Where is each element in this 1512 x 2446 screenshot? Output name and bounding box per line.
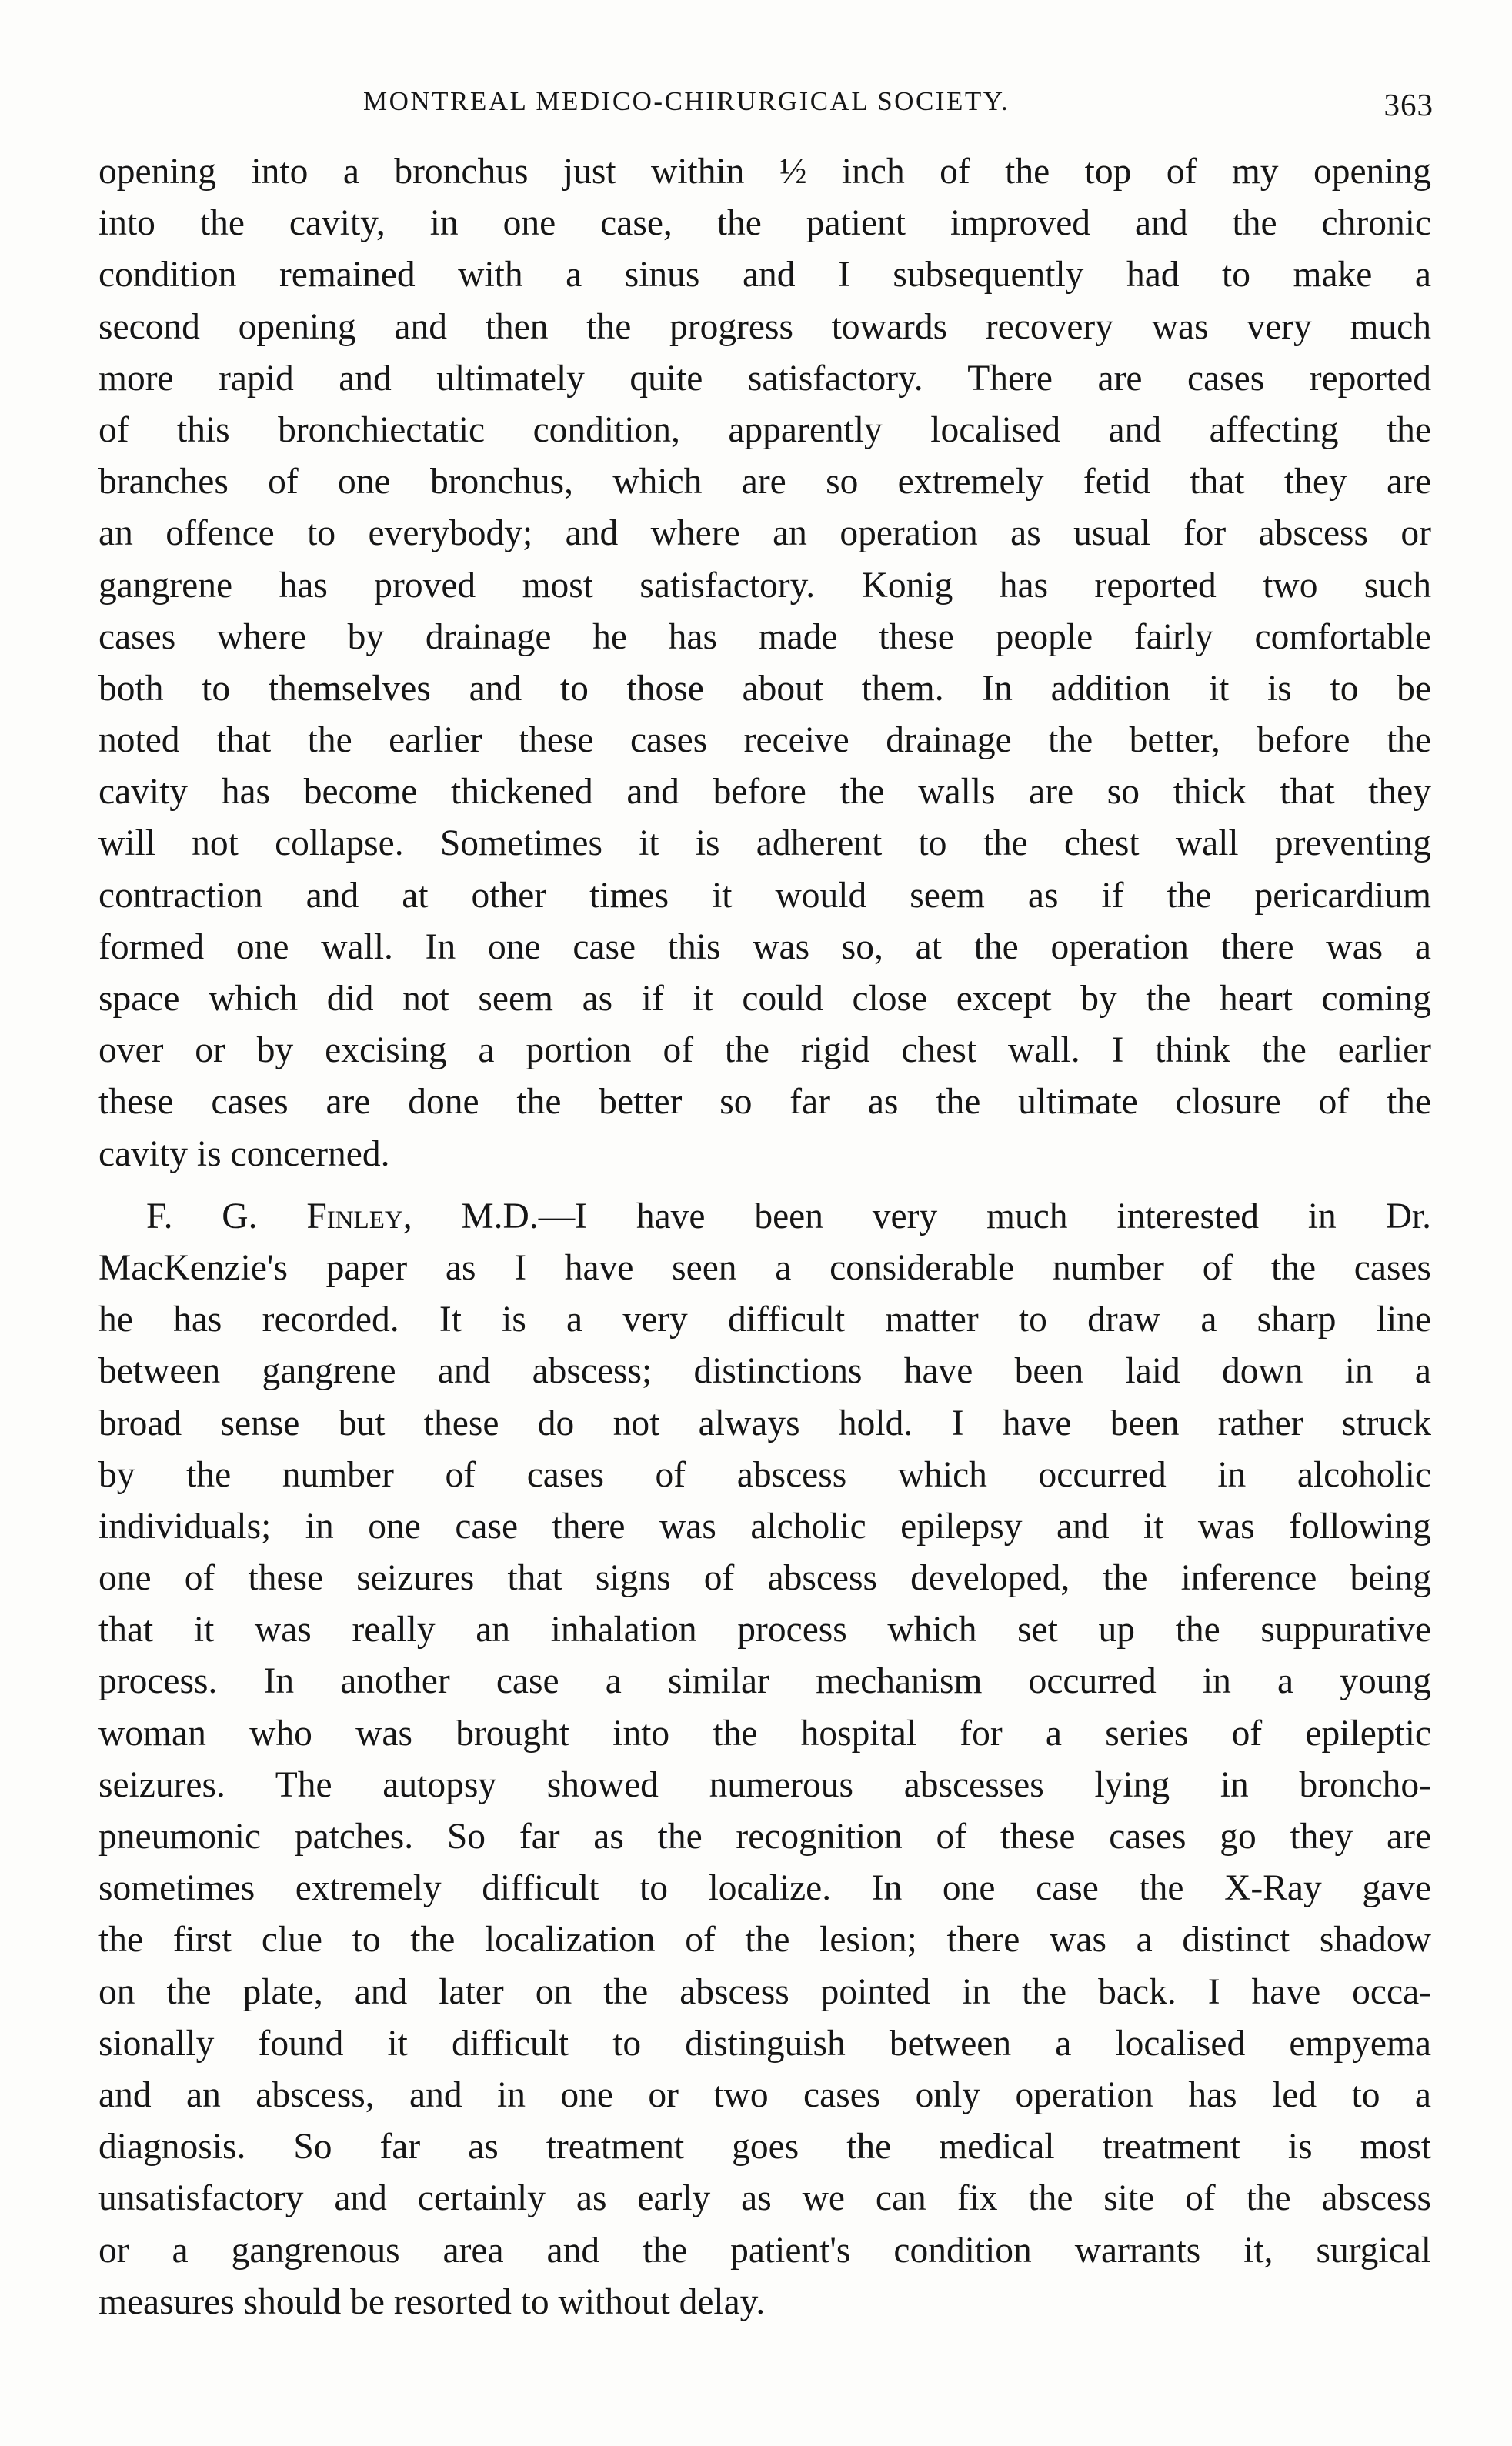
text-line: individuals; in one case there was alcholic epilepsy and it was following <box>98 1506 1431 1547</box>
text-line: broad sense but these do not always hold. I have been rather struck <box>98 1403 1431 1443</box>
body-text <box>98 146 1431 2328</box>
paragraph-continuation <box>98 146 1431 1180</box>
text-line: on the plate, and later on the abscess pointed in the back. I have occa- <box>98 1971 1431 2012</box>
paragraph-gap <box>98 1180 1431 1191</box>
text-line: formed one wall. In one case this was so, at the operation there was a <box>98 926 1431 967</box>
text-line: noted that the earlier these cases receive drainage the better, before the <box>98 720 1431 761</box>
text-line: that it was really an inhalation process which set up the suppurative <box>98 1610 1431 1650</box>
speaker-line-text: —I have been very much interested in Dr. <box>538 1196 1431 1236</box>
paragraph-finley <box>98 1191 1431 2328</box>
text-line: sometimes extremely difficult to localize. In one case the X-Ray gave <box>98 1868 1431 1909</box>
text-line: contraction and at other times it would seem as if the pericardium <box>98 875 1431 916</box>
text-line: measures should be resorted to without delay. <box>98 2281 766 2322</box>
text-line: one of these seizures that signs of abscess developed, the inference being <box>98 1558 1431 1599</box>
running-header <box>115 86 1434 132</box>
text-line: of this bronchiectatic condition, apparently localised and affecting the <box>98 409 1431 450</box>
text-line: cavity is concerned. <box>98 1133 390 1174</box>
text-line: space which did not seem as if it could close except by the heart coming <box>98 979 1431 1019</box>
text-line: both to themselves and to those about them. In addition it is to be <box>98 668 1431 709</box>
text-line: opening into a bronchus just within ½ inch of the top of my opening <box>98 152 1431 192</box>
text-line: into the cavity, in one case, the patient improved and the chronic <box>98 203 1431 244</box>
text-line: will not collapse. Sometimes it is adherent to the chest wall preventing <box>98 823 1431 864</box>
text-line: woman who was brought into the hospital for a series of epileptic <box>98 1713 1431 1754</box>
text-line: process. In another case a similar mechanism occurred in a young <box>98 1661 1431 1702</box>
text-line: by the number of cases of abscess which occurred in alcoholic <box>98 1454 1431 1495</box>
text-line: gangrene has proved most satisfactory. Konig has reported two such <box>98 565 1431 606</box>
text-line: sionally found it difficult to distinguish between a localised empyema <box>98 2023 1431 2064</box>
text-line: pneumonic patches. So far as the recognition of these cases go they are <box>98 1817 1431 1857</box>
text-line: seizures. The autopsy showed numerous abscesses lying in broncho- <box>98 1764 1431 1805</box>
text-line: MacKenzie's paper as I have seen a considerable number of the cases <box>98 1247 1431 1288</box>
text-line: an offence to everybody; and where an operation as usual for abscess or <box>98 513 1431 554</box>
text-line: cases where by drainage he has made these people fairly comfortable <box>98 616 1431 657</box>
page-number: 363 <box>1383 87 1434 122</box>
text-line: and an abscess, and in one or two cases only operation has led to a <box>98 2074 1431 2115</box>
text-line <box>98 1191 1431 1243</box>
journal-title: MONTREAL MEDICO-CHIRURGICAL SOCIETY. <box>363 86 1010 116</box>
text-line: cavity has become thickened and before the walls are so thick that they <box>98 772 1431 813</box>
text-line: over or by excising a portion of the rigid chest wall. I think the earlier <box>98 1030 1431 1071</box>
text-line: more rapid and ultimately quite satisfactory. There are cases reported <box>98 358 1431 399</box>
text-line: between gangrene and abscess; distinctions have been laid down in a <box>98 1351 1431 1392</box>
text-line: condition remained with a sinus and I subsequently had to make a <box>98 255 1431 295</box>
text-line: these cases are done the better so far as the ultimate closure of the <box>98 1082 1431 1123</box>
text-line: he has recorded. It is a very difficult matter to draw a sharp line <box>98 1300 1431 1340</box>
text-line: the first clue to the localization of the lesion; there was a distinct shadow <box>98 1920 1431 1960</box>
text-line: or a gangrenous area and the patient's condition warrants it, surgical <box>98 2230 1431 2271</box>
speaker-name: F. G. Finley, M.D. <box>146 1196 539 1236</box>
text-line: second opening and then the progress towards recovery was very much <box>98 306 1431 347</box>
text-line: unsatisfactory and certainly as early as we can fix the site of the abscess <box>98 2178 1431 2219</box>
text-line: branches of one bronchus, which are so extremely fetid that they are <box>98 462 1431 502</box>
text-line: diagnosis. So far as treatment goes the medical treatment is most <box>98 2127 1431 2167</box>
